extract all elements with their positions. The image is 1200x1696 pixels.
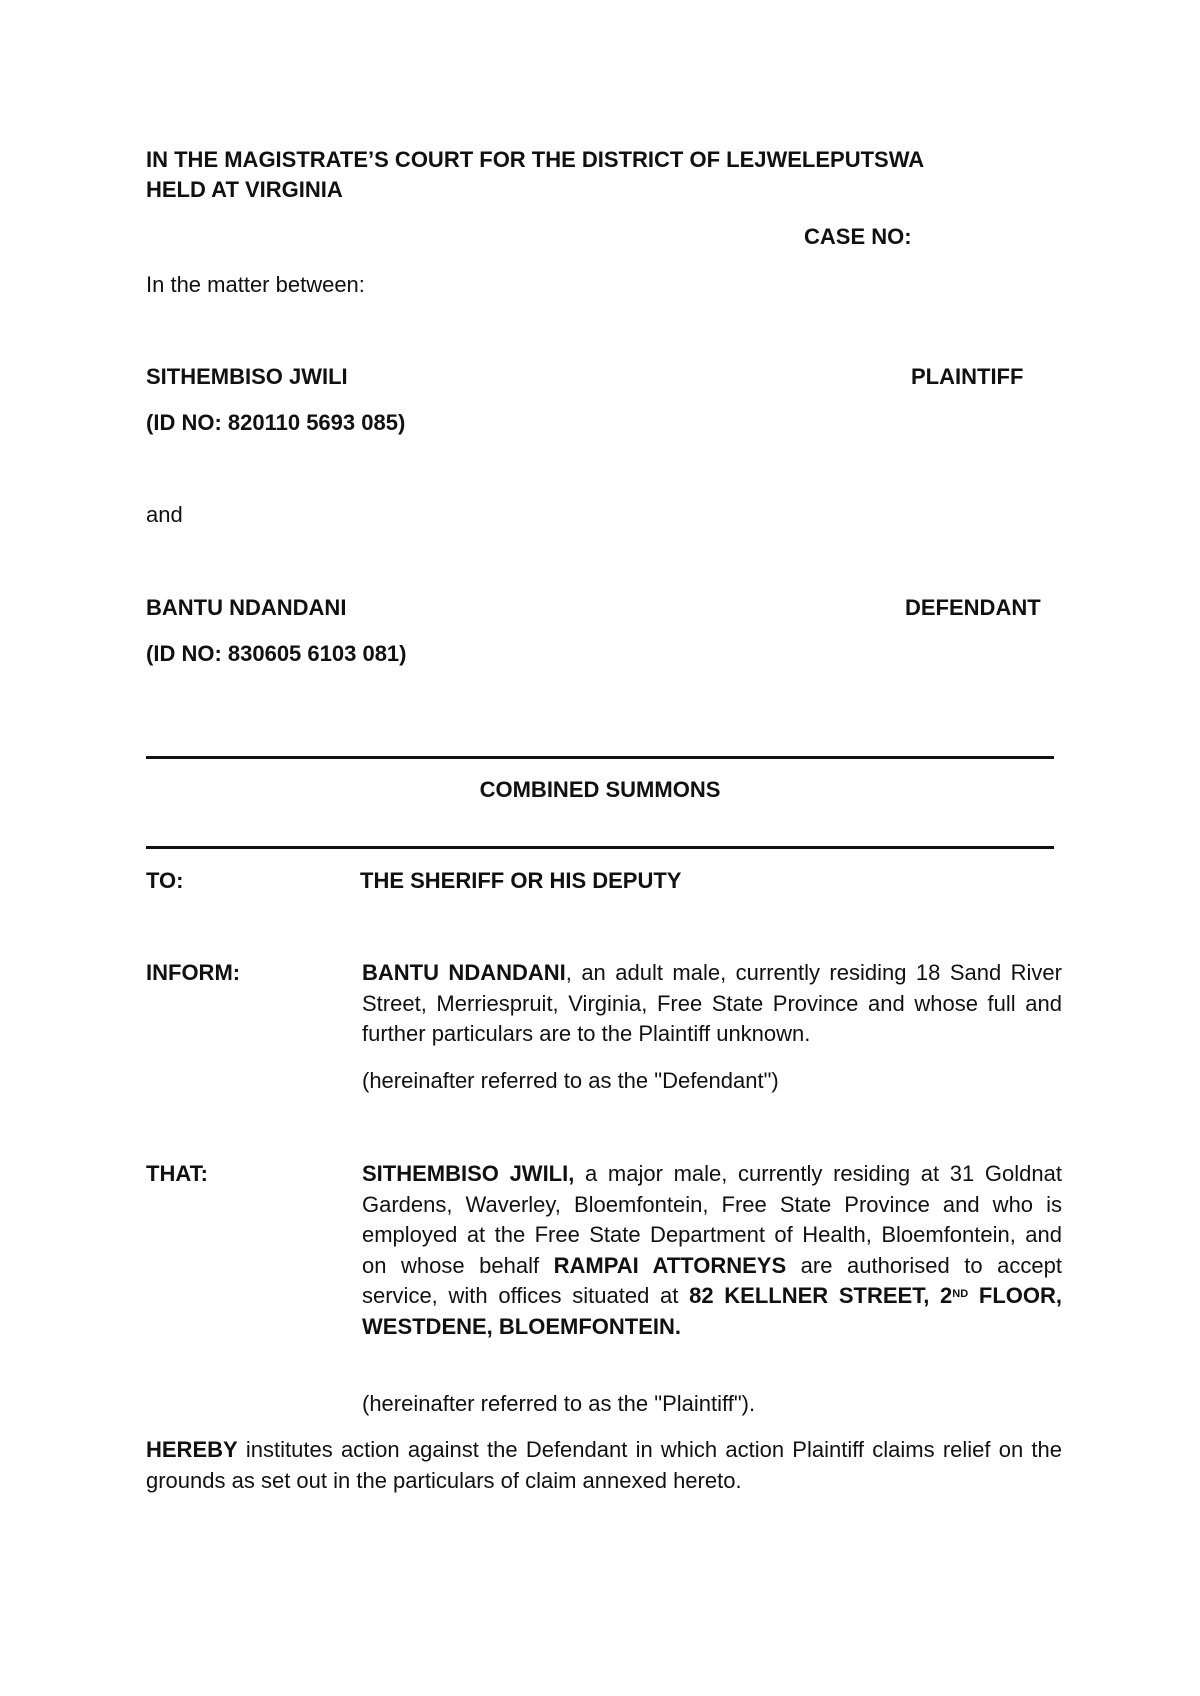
inform-paragraph — [362, 958, 1062, 1050]
hereby-text: institutes action against the Defendant in which action Plaintiff claims relief on the grounds as set out in the particulars of claim annexed hereto. — [146, 1437, 1062, 1493]
that-hereinafter: (hereinafter referred to as the "Plaintiff"). — [362, 1391, 756, 1416]
case-number-label: CASE NO: — [804, 224, 912, 249]
plaintiff-name: SITHEMBISO JWILI — [146, 364, 348, 389]
that-paragraph — [362, 1159, 1062, 1342]
hereby-bold: HEREBY — [146, 1437, 238, 1462]
inform-label: INFORM: — [146, 960, 241, 985]
defendant-role: DEFENDANT — [905, 595, 1041, 620]
plaintiff-id: (ID NO: 820110 5693 085) — [146, 410, 406, 435]
to-value: THE SHERIFF OR HIS DEPUTY — [360, 868, 682, 893]
defendant-name: BANTU NDANDANI — [146, 595, 347, 620]
attorneys-name: RAMPAI ATTORNEYS — [553, 1252, 787, 1278]
inform-hereinafter: (hereinafter referred to as the "Defendant") — [362, 1068, 779, 1093]
plaintiff-role: PLAINTIFF — [911, 364, 1024, 389]
title-rule-bottom — [146, 846, 1054, 849]
inform-text: , an adult male, currently residing 18 Sand River Street, Merriespruit, Virginia, Free State Province and whose full and further particulars are to the Plaintiff unknown. — [362, 960, 1062, 1046]
that-name: SITHEMBISO JWILI, — [362, 1161, 575, 1186]
court-line-2: HELD AT VIRGINIA — [146, 177, 343, 202]
that-label: THAT: — [146, 1161, 208, 1186]
that-text-1: a major male, currently residing at 31 Goldnat Gardens, Waverley, Bloemfontein, Free State Province and who is employed at the Free State Department of Health, Bloemfontein, and on whose behalf — [362, 1161, 1062, 1278]
address-start: 82 KELLNER STREET, 2 — [689, 1283, 953, 1308]
defendant-id: (ID NO: 830605 6103 081) — [146, 641, 407, 666]
title-rule-top — [146, 756, 1054, 759]
hereby-paragraph — [146, 1435, 1062, 1496]
address-end: FLOOR, WESTDENE, BLOEMFONTEIN. — [362, 1283, 1063, 1339]
inform-name: BANTU NDANDANI — [362, 960, 566, 985]
and-separator: and — [146, 502, 183, 527]
to-label: TO: — [146, 868, 184, 893]
court-line-1: IN THE MAGISTRATE’S COURT FOR THE DISTRICT OF LEJWELEPUTSWA — [146, 147, 925, 172]
document-title: COMBINED SUMMONS — [479, 777, 721, 802]
matter-between: In the matter between: — [146, 272, 365, 297]
that-text-2: are authorised to accept service, with offices situated at — [362, 1252, 1062, 1308]
address-superscript: ND — [952, 1288, 969, 1300]
